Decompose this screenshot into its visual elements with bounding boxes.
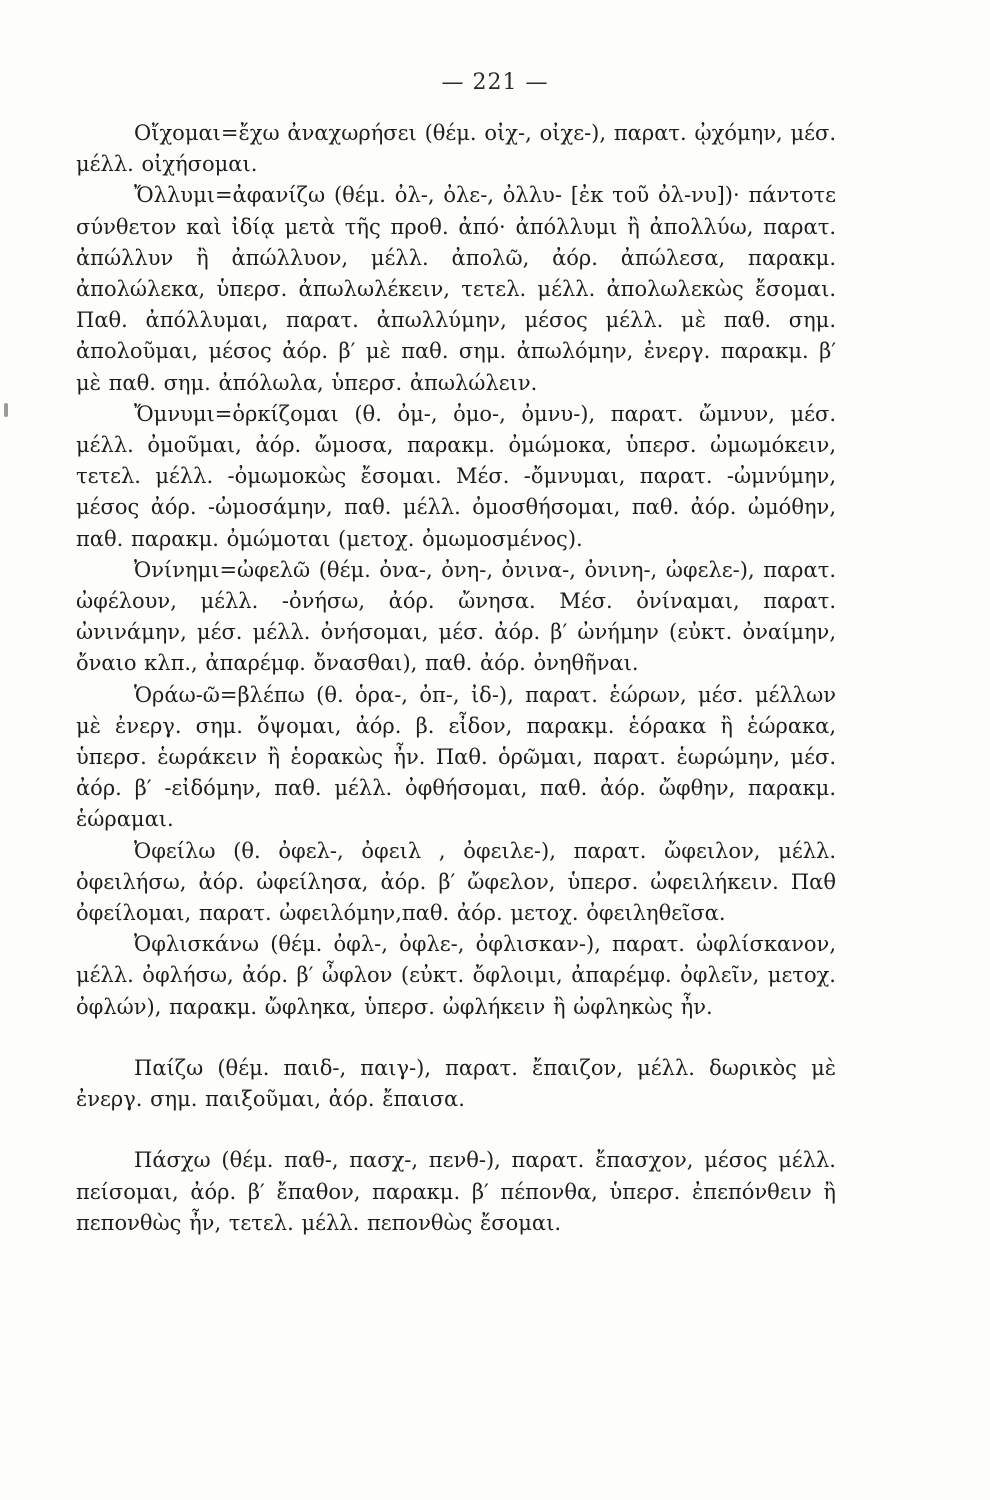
entry-horao: Ὁράω-ῶ=βλέπω (θ. ὁρα-, ὀπ-, ἰδ-), παρατ. ἑώρων, μέσ. μέλλων μὲ ἐνεργ. σημ. ὄψομαι, ἀόρ. β. εἶδον, παρακμ. ἑόρακα ἢ ἑώρακα, ὑπερσ. ἑωράκειν ἢ ἑορακὼς ἦν. Παθ. ὁρῶμαι, παρατ. ἑωρώμην, μέσ. ἀόρ. β′ -εἰδόμην, παθ. μέλλ. ὀφθήσομαι, παθ. ἀόρ. ὤφθην, παρακμ. ἑώραμαι. — [76, 682, 836, 832]
entry-pascho: Πάσχω (θέμ. παθ-, πασχ-, πενθ-), παρατ. ἔπασχον, μέσος μέλλ. πείσομαι, ἀόρ. β′ ἔπαθον, παρακμ. β′ πέπονθα, ὑπερσ. ἐπεπόνθειν ἢ πεπονθὼς ἦν, τετελ. μέλλ. πεπονθὼς ἔσομαι. — [76, 1148, 836, 1235]
entry-oninemi: Ὀνίνημι=ὠφελῶ (θέμ. ὀνα-, ὀνη-, ὀνινα-, ὀνινη-, ὠφελε-), παρατ. ὠφέλουν, μέλλ. -ὀνήσω, ἀόρ. ὤνησα. Μέσ. ὀνίναμαι, παρατ. ὠνινάμην, μέσ. μέλλ. ὀνήσομαι, μέσ. ἀόρ. β′ ὠνήμην (εὐκτ. ὀναίμην, ὄναιο κλπ., ἀπαρέμφ. ὄνασθαι), παθ. ἀόρ. ὀνηθῆναι. — [76, 557, 836, 676]
entry-oichomai: Οἴχομαι=ἔχω ἀναχωρήσει (θέμ. οἰχ-, οἰχε-), παρατ. ᾠχόμην, μέσ. μέλλ. οἰχήσομαι. — [76, 121, 836, 177]
dictionary-text — [76, 118, 836, 1239]
entry-ophliskano: Ὀφλισκάνω (θέμ. ὀφλ-, ὀφλε-, ὀφλισκαν-), παρατ. ὠφλίσκανον, μέλλ. ὀφλήσω, ἀόρ. β′ ὦφλον (εὐκτ. ὄφλοιμι, ἀπαρέμφ. ὀφλεῖν, μετοχ. ὀφλών), παρακμ. ὤφληκα, ὑπερσ. ὠφλήκειν ἢ ὠφληκὼς ἦν. — [76, 932, 836, 1019]
entry-paizo: Παίζω (θέμ. παιδ-, παιγ-), παρατ. ἔπαιζον, μέλλ. δωρικὸς μὲ ἐνεργ. σημ. παιξοῦμαι, ἀόρ. ἔπαισα. — [76, 1055, 836, 1112]
page-number: — 221 — — [441, 70, 549, 95]
entry-ollymi: Ὄλλυμι=ἀφανίζω (θέμ. ὀλ-, ὀλε-, ὀλλυ- [ἐκ τοῦ ὀλ-νυ])· πάντοτε σύνθετον καὶ ἰδίᾳ μετὰ τῆς προθ. ἀπό· ἀπόλλυμι ἢ ἀπολλύω, παρατ. ἀπώλλυν ἢ ἀπώλλυον, μέλλ. ἀπολῶ, ἀόρ. ἀπώλεσα, παρακμ. ἀπολώλεκα, ὑπερσ. ἀπωλωλέκειν, τετελ. μέλλ. ἀπολωλεκὼς ἔσομαι. Παθ. ἀπόλλυμαι, παρατ. ἀπωλλύμην, μέσος μέλλ. μὲ παθ. σημ. ἀπολοῦμαι, μέσος ἀόρ. β′ μὲ παθ. σημ. ἀπωλόμην, ἐνεργ. παρακμ. β′ μὲ παθ. σημ. ἀπόλωλα, ὑπερσ. ἀπωλώλειν. — [76, 183, 836, 395]
scan-edge-mark — [4, 403, 8, 417]
entry-omnymi: Ὄμνυμι=ὁρκίζομαι (θ. ὀμ-, ὀμο-, ὀμνυ-), παρατ. ὤμνυν, μέσ. μέλλ. ὀμοῦμαι, ἀόρ. ὤμοσα, παρακμ. ὀμώμοκα, ὑπερσ. ὠμωμόκειν, τετελ. μέλλ. -ὀμωμοκὼς ἔσομαι. Μέσ. -ὄμνυμαι, παρατ. -ὠμνύμην, μέσος ἀόρ. -ὠμοσάμην, παθ. μέλλ. ὀμοσθήσομαι, παθ. ἀόρ. ὠμόθην, παθ. παρακμ. ὀμώμοται (μετοχ. ὀμωμοσμένος). — [76, 401, 836, 551]
entry-opheilo: Ὀφείλω (θ. ὀφελ-, ὀφειλ , ὀφειλε-), παρατ. ὤφειλον, μέλλ. ὀφειλήσω, ἀόρ. ὠφείλησα, ἀόρ. β′ ὤφελον, ὑπερσ. ὠφειλήκειν. Παθ ὀφείλομαι, παρατ. ὠφειλόμην,παθ. ἀόρ. μετοχ. ὀφειληθεῖσα. — [76, 838, 836, 926]
